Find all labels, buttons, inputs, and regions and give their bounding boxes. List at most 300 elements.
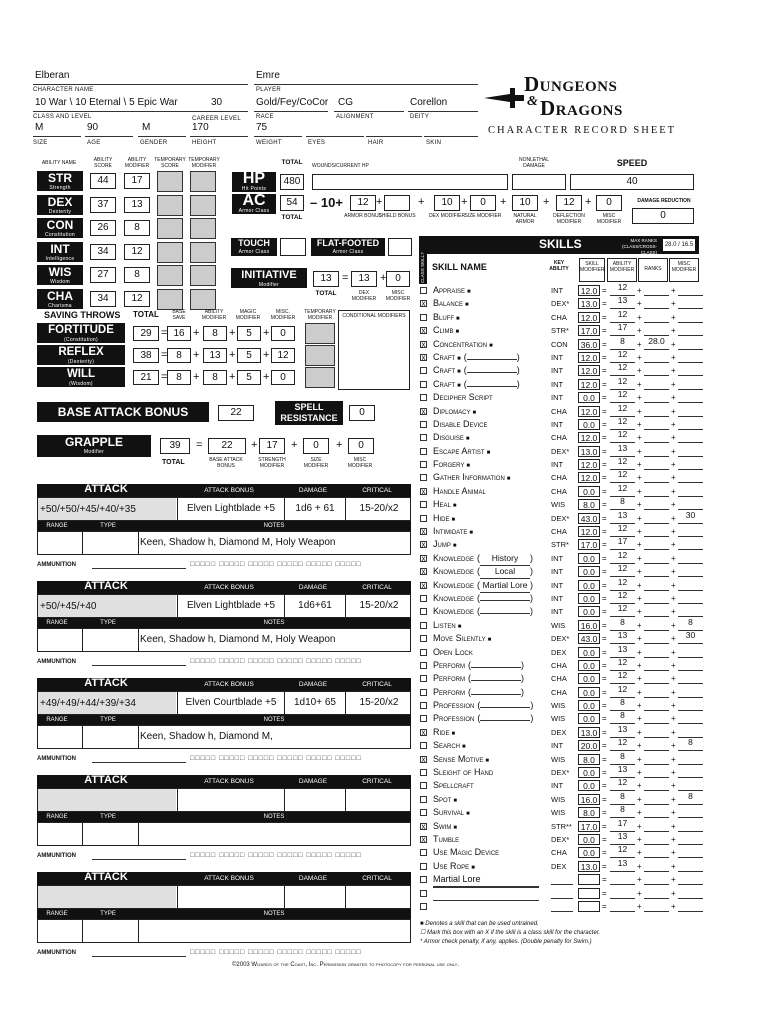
skill-modifier[interactable]: 0.0	[578, 392, 600, 403]
skill-modifier[interactable]: 8.0	[578, 499, 600, 510]
grapple-bab[interactable]: 22	[208, 438, 246, 454]
skill-modifier[interactable]: 12.0	[578, 312, 600, 323]
flat-footed-value[interactable]	[388, 238, 412, 256]
skill-row[interactable]	[420, 887, 720, 900]
initiative-misc[interactable]: 0	[386, 271, 410, 287]
weight-field[interactable]: 75	[254, 122, 302, 137]
wounds-field[interactable]	[312, 174, 508, 190]
class-skill-checkbox[interactable]: x	[421, 540, 426, 550]
skill-row[interactable]	[420, 683, 720, 699]
class-skill-checkbox[interactable]	[420, 649, 427, 656]
skill-modifier[interactable]: 0.0	[578, 713, 600, 724]
ac-deflection-value[interactable]: 12	[556, 195, 582, 211]
gender-field[interactable]: M	[138, 122, 186, 137]
ac-shield-value[interactable]	[384, 195, 410, 211]
ac-total-value[interactable]: 54	[280, 195, 304, 211]
skill-row[interactable]	[420, 364, 720, 377]
class-skill-checkbox[interactable]: x	[421, 754, 426, 764]
ability-score[interactable]: 34	[90, 244, 116, 260]
skill-ranks[interactable]	[644, 686, 669, 698]
skill-row[interactable]	[420, 750, 720, 766]
skill-ranks[interactable]	[644, 846, 669, 858]
skill-ability-modifier[interactable]: 8	[610, 712, 635, 724]
skill-row[interactable]	[420, 415, 720, 431]
class-skill-checkbox[interactable]: x	[421, 486, 426, 496]
ammunition-tally-boxes[interactable]: □□□□□ □□□□□ □□□□□ □□□□□ □□□□□ □□□□□	[190, 658, 362, 665]
skill-ability-modifier[interactable]: 12	[610, 605, 635, 617]
skill-misc-modifier[interactable]	[678, 686, 703, 698]
class-skill-checkbox[interactable]	[420, 903, 427, 910]
skill-misc-modifier[interactable]: 30	[678, 512, 703, 524]
damage-reduction-value[interactable]: 0	[632, 208, 694, 224]
class-skill-checkbox[interactable]	[420, 595, 427, 602]
skill-misc-modifier[interactable]	[678, 405, 703, 417]
skill-row[interactable]	[420, 656, 720, 672]
eyes-field[interactable]	[306, 122, 364, 137]
skill-ranks[interactable]	[644, 471, 669, 483]
skill-ability-modifier[interactable]: 17	[610, 538, 635, 550]
skill-modifier[interactable]: 43.0	[578, 513, 600, 524]
skill-ability-modifier[interactable]	[610, 900, 635, 912]
skill-modifier[interactable]: 0.0	[578, 767, 600, 778]
skill-row[interactable]	[420, 525, 720, 538]
skill-modifier[interactable]: 12.0	[578, 365, 600, 376]
skill-ranks[interactable]	[644, 726, 669, 738]
skill-ranks[interactable]	[644, 646, 669, 658]
skill-ranks[interactable]	[644, 712, 669, 724]
skill-ability-modifier[interactable]: 12	[610, 418, 635, 430]
skill-row[interactable]	[420, 324, 720, 337]
skill-modifier[interactable]: 12.0	[578, 432, 600, 443]
ability-score[interactable]: 27	[90, 267, 116, 283]
save-total[interactable]: 21	[133, 370, 159, 385]
ammunition-tally-boxes[interactable]: □□□□□ □□□□□ □□□□□ □□□□□ □□□□□ □□□□□	[190, 755, 362, 762]
skill-ranks[interactable]	[644, 552, 669, 564]
skill-modifier[interactable]: 0.0	[578, 847, 600, 858]
skill-misc-modifier[interactable]	[678, 445, 703, 457]
class-skill-checkbox[interactable]	[420, 742, 427, 749]
class-skill-checkbox[interactable]	[420, 501, 427, 508]
ammunition-tally-boxes[interactable]: □□□□□ □□□□□ □□□□□ □□□□□ □□□□□ □□□□□	[190, 561, 362, 568]
skill-row[interactable]	[420, 616, 720, 632]
skill-misc-modifier[interactable]	[678, 806, 703, 818]
temp-modifier-box[interactable]	[190, 265, 216, 286]
class-skill-checkbox[interactable]: x	[421, 527, 426, 537]
class-skill-checkbox[interactable]	[420, 448, 427, 455]
class-skill-checkbox[interactable]	[420, 314, 427, 321]
class-skill-checkbox[interactable]	[420, 689, 427, 696]
skill-misc-modifier[interactable]	[678, 873, 703, 885]
skill-ranks[interactable]	[644, 297, 669, 309]
skill-ability-modifier[interactable]: 8	[610, 619, 635, 631]
temp-modifier-box[interactable]	[190, 171, 216, 192]
skill-subtype[interactable]	[480, 707, 530, 708]
skill-modifier[interactable]: 17.0	[578, 539, 600, 550]
attack-row[interactable]	[37, 691, 411, 715]
save-misc[interactable]: 0	[271, 370, 295, 385]
grapple-total[interactable]: 39	[160, 438, 190, 454]
race-field[interactable]: Gold/Fey/CoCor	[254, 97, 328, 112]
skill-ability-modifier[interactable]: 17	[610, 820, 635, 832]
ammunition-tally-boxes[interactable]: □□□□□ □□□□□ □□□□□ □□□□□ □□□□□ □□□□□	[190, 949, 362, 956]
skill-ability-modifier[interactable]: 13	[610, 445, 635, 457]
class-skill-checkbox[interactable]	[420, 474, 427, 481]
class-skill-checkbox[interactable]	[420, 769, 427, 776]
skill-row[interactable]	[420, 391, 720, 404]
skill-misc-modifier[interactable]	[678, 846, 703, 858]
grapple-str[interactable]: 17	[259, 438, 285, 454]
class-skill-checkbox[interactable]	[420, 863, 427, 870]
skill-modifier[interactable]: 0.0	[578, 660, 600, 671]
skill-misc-modifier[interactable]	[678, 525, 703, 537]
class-skill-checkbox[interactable]	[420, 675, 427, 682]
base-attack-bonus-value[interactable]: 22	[218, 405, 254, 421]
skill-ranks[interactable]	[644, 793, 669, 805]
skill-ranks[interactable]	[644, 311, 669, 323]
skill-ranks[interactable]	[644, 887, 669, 899]
save-magic[interactable]: 5	[237, 326, 261, 341]
skill-row[interactable]	[420, 900, 720, 913]
skill-modifier[interactable]: 0.0	[578, 647, 600, 658]
skill-ability-modifier[interactable]: 13	[610, 646, 635, 658]
skill-misc-modifier[interactable]	[678, 605, 703, 617]
skill-modifier[interactable]: 12.0	[578, 285, 600, 296]
temp-modifier-box[interactable]	[190, 195, 216, 216]
ability-score[interactable]: 34	[90, 291, 116, 307]
skill-ranks[interactable]	[644, 632, 669, 644]
skill-ranks[interactable]	[644, 860, 669, 872]
skill-ranks[interactable]	[644, 766, 669, 778]
skill-ability-modifier[interactable]: 12	[610, 592, 635, 604]
save-temp-box[interactable]	[305, 345, 335, 366]
skill-row[interactable]	[420, 375, 720, 391]
skill-row[interactable]	[420, 712, 720, 725]
skill-ranks[interactable]	[644, 364, 669, 376]
skill-modifier[interactable]: 13.0	[578, 727, 600, 738]
skill-misc-modifier[interactable]	[678, 391, 703, 403]
skill-ability-modifier[interactable]: 12	[610, 672, 635, 684]
temp-modifier-box[interactable]	[190, 242, 216, 263]
skill-modifier[interactable]: 17.0	[578, 821, 600, 832]
player-field[interactable]: Emre	[254, 70, 478, 85]
skill-ranks[interactable]	[644, 431, 669, 443]
ability-modifier[interactable]: 13	[124, 197, 150, 213]
skill-ranks[interactable]	[644, 445, 669, 457]
skill-modifier[interactable]: 0.0	[578, 419, 600, 430]
ac-dex-value[interactable]: 10	[434, 195, 460, 211]
skill-ability-modifier[interactable]: 17	[610, 324, 635, 336]
skill-ranks[interactable]	[644, 565, 669, 577]
skill-row[interactable]	[420, 643, 720, 659]
skill-subtype[interactable]	[467, 386, 517, 387]
skill-ability-modifier[interactable]: 8	[610, 699, 635, 711]
spell-resistance-value[interactable]: 0	[349, 405, 375, 421]
skill-row[interactable]	[420, 549, 720, 565]
ammunition-line[interactable]	[92, 956, 186, 957]
class-skill-checkbox[interactable]	[420, 809, 427, 816]
save-base[interactable]: 8	[167, 348, 191, 363]
skill-modifier[interactable]: 16.0	[578, 620, 600, 631]
skill-modifier[interactable]: 0.0	[578, 486, 600, 497]
skill-modifier[interactable]: 0.0	[578, 606, 600, 617]
ammunition-tally-boxes[interactable]: □□□□□ □□□□□ □□□□□ □□□□□ □□□□□ □□□□□	[190, 852, 362, 859]
class-skill-checkbox[interactable]	[420, 434, 427, 441]
size-field[interactable]: M	[33, 122, 81, 137]
skill-misc-modifier[interactable]: 8	[678, 793, 703, 805]
skill-misc-modifier[interactable]	[678, 753, 703, 765]
attack-notes-row[interactable]	[37, 725, 411, 749]
skill-ranks[interactable]	[644, 753, 669, 765]
ammunition-line[interactable]	[92, 665, 186, 666]
grapple-misc[interactable]: 0	[348, 438, 374, 454]
skill-ability-modifier[interactable]	[610, 887, 635, 899]
skill-row[interactable]	[420, 442, 720, 458]
temp-score-box[interactable]	[157, 195, 183, 216]
skill-subtype[interactable]	[471, 667, 521, 668]
skill-misc-modifier[interactable]	[678, 324, 703, 336]
class-skill-checkbox[interactable]: x	[421, 580, 426, 590]
skill-subtype[interactable]	[467, 372, 517, 373]
class-skill-checkbox[interactable]	[420, 367, 427, 374]
skill-modifier[interactable]: 12.0	[578, 472, 600, 483]
skill-row[interactable]	[420, 297, 720, 310]
skill-row[interactable]	[420, 576, 720, 592]
skill-ability-modifier[interactable]: 12	[610, 364, 635, 376]
class-skill-checkbox[interactable]	[420, 715, 427, 722]
temp-score-box[interactable]	[157, 242, 183, 263]
skill-misc-modifier[interactable]	[678, 498, 703, 510]
skill-misc-modifier[interactable]	[678, 538, 703, 550]
skill-subtype[interactable]	[480, 720, 530, 721]
skill-misc-modifier[interactable]	[678, 378, 703, 390]
skill-row[interactable]	[420, 431, 720, 444]
skill-modifier[interactable]: 8.0	[578, 754, 600, 765]
skill-modifier[interactable]: 8.0	[578, 807, 600, 818]
ability-score[interactable]: 44	[90, 173, 116, 189]
skill-misc-modifier[interactable]	[678, 351, 703, 363]
skill-misc-modifier[interactable]	[678, 297, 703, 309]
skill-modifier[interactable]: 36.0	[578, 339, 600, 350]
skill-modifier[interactable]: 12.0	[578, 406, 600, 417]
ability-modifier[interactable]: 17	[124, 173, 150, 189]
hp-total-value[interactable]: 480	[280, 174, 304, 190]
class-skill-checkbox[interactable]	[420, 515, 427, 522]
skill-ranks[interactable]	[644, 619, 669, 631]
skill-ability-modifier[interactable]: 12	[610, 659, 635, 671]
skill-modifier[interactable]: 0.0	[578, 700, 600, 711]
skill-ability-modifier[interactable]: 12	[610, 284, 635, 296]
class-skill-checkbox[interactable]: x	[421, 352, 426, 362]
skill-subtype[interactable]	[467, 359, 517, 360]
skill-ability-modifier[interactable]: 12	[610, 846, 635, 858]
skill-row[interactable]	[420, 779, 720, 792]
skill-row[interactable]	[420, 632, 720, 645]
grapple-size[interactable]: 0	[303, 438, 329, 454]
skill-misc-modifier[interactable]	[678, 579, 703, 591]
skill-ability-modifier[interactable]: 12	[610, 471, 635, 483]
speed-value[interactable]: 40	[570, 174, 694, 190]
skill-row[interactable]	[420, 846, 720, 859]
save-base[interactable]: 8	[167, 370, 191, 385]
conditional-modifiers-box[interactable]	[338, 310, 410, 390]
attack-notes-row[interactable]	[37, 822, 411, 846]
class-skill-checkbox[interactable]	[420, 702, 427, 709]
ac-natural-value[interactable]: 10	[512, 195, 538, 211]
skill-ability-modifier[interactable]: 12	[610, 431, 635, 443]
skill-misc-modifier[interactable]	[678, 659, 703, 671]
skill-misc-modifier[interactable]	[678, 646, 703, 658]
skill-misc-modifier[interactable]	[678, 712, 703, 724]
skill-misc-modifier[interactable]	[678, 887, 703, 899]
skill-modifier[interactable]: 13.0	[578, 861, 600, 872]
skill-ranks[interactable]	[644, 418, 669, 430]
save-magic[interactable]: 5	[237, 370, 261, 385]
skill-ranks[interactable]	[644, 739, 669, 751]
class-skill-checkbox[interactable]	[420, 662, 427, 669]
deity-field[interactable]: Corellon	[408, 97, 478, 112]
save-ability[interactable]: 8	[203, 370, 227, 385]
skill-modifier[interactable]	[578, 874, 600, 885]
skill-subtype[interactable]	[471, 680, 521, 681]
skill-row[interactable]	[420, 723, 720, 739]
class-skill-checkbox[interactable]	[420, 635, 427, 642]
temp-modifier-box[interactable]	[190, 218, 216, 239]
attack-notes-row[interactable]	[37, 919, 411, 943]
skill-ability-modifier[interactable]: 13	[610, 766, 635, 778]
skill-ranks[interactable]	[644, 806, 669, 818]
skill-ranks[interactable]	[644, 378, 669, 390]
skill-modifier[interactable]: 0.0	[578, 780, 600, 791]
skill-ranks[interactable]	[644, 820, 669, 832]
skill-ability-modifier[interactable]: 13	[610, 297, 635, 309]
class-skill-checkbox[interactable]	[420, 461, 427, 468]
skill-misc-modifier[interactable]	[678, 458, 703, 470]
skill-misc-modifier[interactable]	[678, 900, 703, 912]
ac-armor-value[interactable]: 12	[350, 195, 376, 211]
skill-row[interactable]	[420, 458, 720, 471]
skill-row[interactable]	[420, 699, 720, 712]
skill-ranks[interactable]	[644, 779, 669, 791]
ability-modifier[interactable]: 8	[124, 267, 150, 283]
ammunition-line[interactable]	[92, 568, 186, 569]
skill-subtype[interactable]	[480, 600, 530, 601]
skill-row[interactable]	[420, 482, 720, 498]
skill-ability-modifier[interactable]: 12	[610, 485, 635, 497]
skill-ability-modifier[interactable]: 12	[610, 579, 635, 591]
ac-misc-value[interactable]: 0	[596, 195, 622, 211]
ac-size-value[interactable]: 0	[470, 195, 496, 211]
skill-ranks[interactable]	[644, 605, 669, 617]
skill-ranks[interactable]	[644, 659, 669, 671]
skill-ranks[interactable]	[644, 498, 669, 510]
attack-notes-row[interactable]	[37, 531, 411, 555]
skill-misc-modifier[interactable]	[678, 485, 703, 497]
skill-modifier[interactable]: 13.0	[578, 446, 600, 457]
skill-ranks[interactable]	[644, 485, 669, 497]
skill-ability-modifier[interactable]: 8	[610, 338, 635, 350]
skill-misc-modifier[interactable]	[678, 338, 703, 350]
max-ranks-value[interactable]: 28.0 / 16.5	[663, 239, 695, 251]
touch-value[interactable]	[280, 238, 306, 256]
save-total[interactable]: 29	[133, 326, 159, 341]
skill-ability-modifier[interactable]: 12	[610, 405, 635, 417]
skill-row[interactable]	[420, 565, 720, 578]
skill-misc-modifier[interactable]	[678, 833, 703, 845]
skill-ranks[interactable]	[644, 351, 669, 363]
skill-row[interactable]	[420, 817, 720, 833]
ability-modifier[interactable]: 12	[124, 244, 150, 260]
class-skill-checkbox[interactable]	[420, 622, 427, 629]
skill-misc-modifier[interactable]	[678, 418, 703, 430]
skill-modifier[interactable]: 0.0	[578, 687, 600, 698]
skill-row[interactable]	[420, 402, 720, 418]
temp-score-box[interactable]	[157, 171, 183, 192]
skill-row[interactable]	[420, 509, 720, 525]
skill-ranks[interactable]	[644, 405, 669, 417]
ability-score[interactable]: 26	[90, 220, 116, 236]
save-total[interactable]: 38	[133, 348, 159, 363]
class-skill-checkbox[interactable]: x	[421, 299, 426, 309]
skill-misc-modifier[interactable]	[678, 766, 703, 778]
skill-subtype[interactable]	[471, 694, 521, 695]
skill-ability-modifier[interactable]: 12	[610, 739, 635, 751]
skill-modifier[interactable]: 12.0	[578, 352, 600, 363]
skill-modifier[interactable]: 0.0	[578, 593, 600, 604]
skill-ranks[interactable]	[644, 672, 669, 684]
skill-modifier[interactable]: 0.0	[578, 673, 600, 684]
skill-ability-modifier[interactable]: 13	[610, 860, 635, 872]
class-skill-checkbox[interactable]: x	[421, 553, 426, 563]
save-temp-box[interactable]	[305, 323, 335, 344]
class-skill-checkbox[interactable]: x	[421, 339, 426, 349]
age-field[interactable]: 90	[85, 122, 133, 137]
skill-ability-modifier[interactable]: 12	[610, 552, 635, 564]
skill-subtype[interactable]: Local	[480, 565, 530, 579]
class-skill-checkbox[interactable]: x	[421, 821, 426, 831]
class-skill-checkbox[interactable]: x	[421, 834, 426, 844]
class-skill-checkbox[interactable]	[420, 608, 427, 615]
skill-ranks[interactable]	[644, 873, 669, 885]
skill-row[interactable]	[420, 471, 720, 484]
skill-ability-modifier[interactable]: 12	[610, 458, 635, 470]
skill-modifier[interactable]: 12.0	[578, 526, 600, 537]
class-skill-checkbox[interactable]	[420, 849, 427, 856]
temp-modifier-box[interactable]	[190, 289, 216, 310]
skill-ability-modifier[interactable]: 12	[610, 378, 635, 390]
skill-ranks[interactable]	[644, 284, 669, 296]
skill-misc-modifier[interactable]	[678, 364, 703, 376]
skill-misc-modifier[interactable]	[678, 779, 703, 791]
character-name-field[interactable]: Elberan	[33, 70, 248, 85]
class-skill-checkbox[interactable]	[420, 394, 427, 401]
skill-subtype[interactable]: Martial Lore	[480, 579, 530, 593]
skill-row[interactable]	[420, 348, 720, 364]
skill-modifier[interactable]: 0.0	[578, 566, 600, 577]
skill-ranks[interactable]	[644, 512, 669, 524]
hair-field[interactable]	[366, 122, 422, 137]
skill-modifier[interactable]	[578, 888, 600, 899]
skill-misc-modifier[interactable]	[678, 820, 703, 832]
skill-modifier[interactable]: 16.0	[578, 794, 600, 805]
temp-score-box[interactable]	[157, 289, 183, 310]
ammunition-line[interactable]	[92, 859, 186, 860]
skill-misc-modifier[interactable]	[678, 311, 703, 323]
class-skill-checkbox[interactable]	[420, 421, 427, 428]
skill-ability-modifier[interactable]: 8	[610, 753, 635, 765]
skill-misc-modifier[interactable]	[678, 860, 703, 872]
skill-ranks[interactable]	[644, 579, 669, 591]
skill-ability-modifier[interactable]	[610, 873, 635, 885]
